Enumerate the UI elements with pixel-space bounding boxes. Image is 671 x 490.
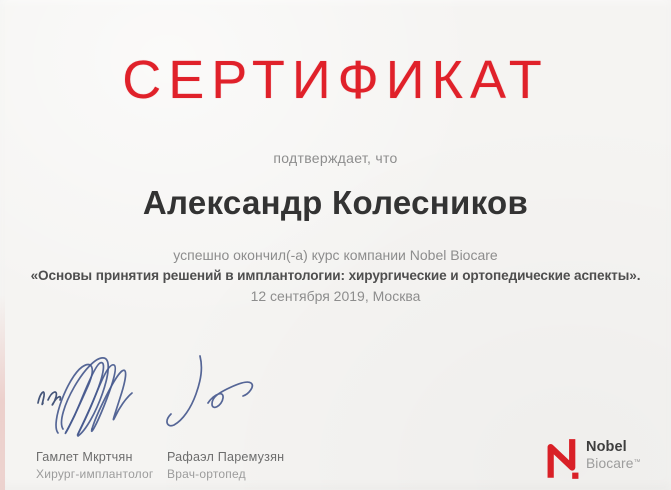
nobel-biocare-wordmark: [586, 440, 641, 471]
trademark-symbol: ™: [633, 459, 641, 466]
nobel-biocare-logo: [545, 438, 641, 480]
recipient-name: Александр Колесников: [142, 184, 529, 221]
brand-name-top: Nobel: [586, 439, 627, 455]
course-block: [0, 245, 671, 307]
signer-left-name: Гамлет Мкртчян: [36, 450, 133, 464]
signer-right-role: Врач-ортопед: [167, 467, 246, 481]
signer-left: [36, 450, 153, 481]
photo-edge-tint: [0, 295, 5, 490]
signature-rafael-paremuzyan: [152, 352, 262, 446]
certificate-title: СЕРТИФИКАТ: [122, 50, 549, 110]
signature-hamlet-mkrtchyan: [30, 345, 136, 449]
nobel-biocare-n-icon: [545, 438, 579, 480]
brand-name-bottom: Biocare™: [586, 456, 641, 471]
signer-left-role: Хирург-имплантолог: [36, 467, 154, 481]
signer-right-name: Рафаэл Паремузян: [167, 450, 285, 464]
date-location-line: 12 сентября 2019, Москва: [250, 288, 421, 304]
signer-right: [167, 450, 284, 481]
course-intro-line: успешно окончил(-а) курс компании Nobel Biocare: [173, 247, 498, 263]
confirm-line: подтверждает, что: [273, 150, 398, 166]
course-title-line: «Основы принятия решений в имплантологии: хирургические и ортопедические аспекты».: [30, 268, 641, 283]
